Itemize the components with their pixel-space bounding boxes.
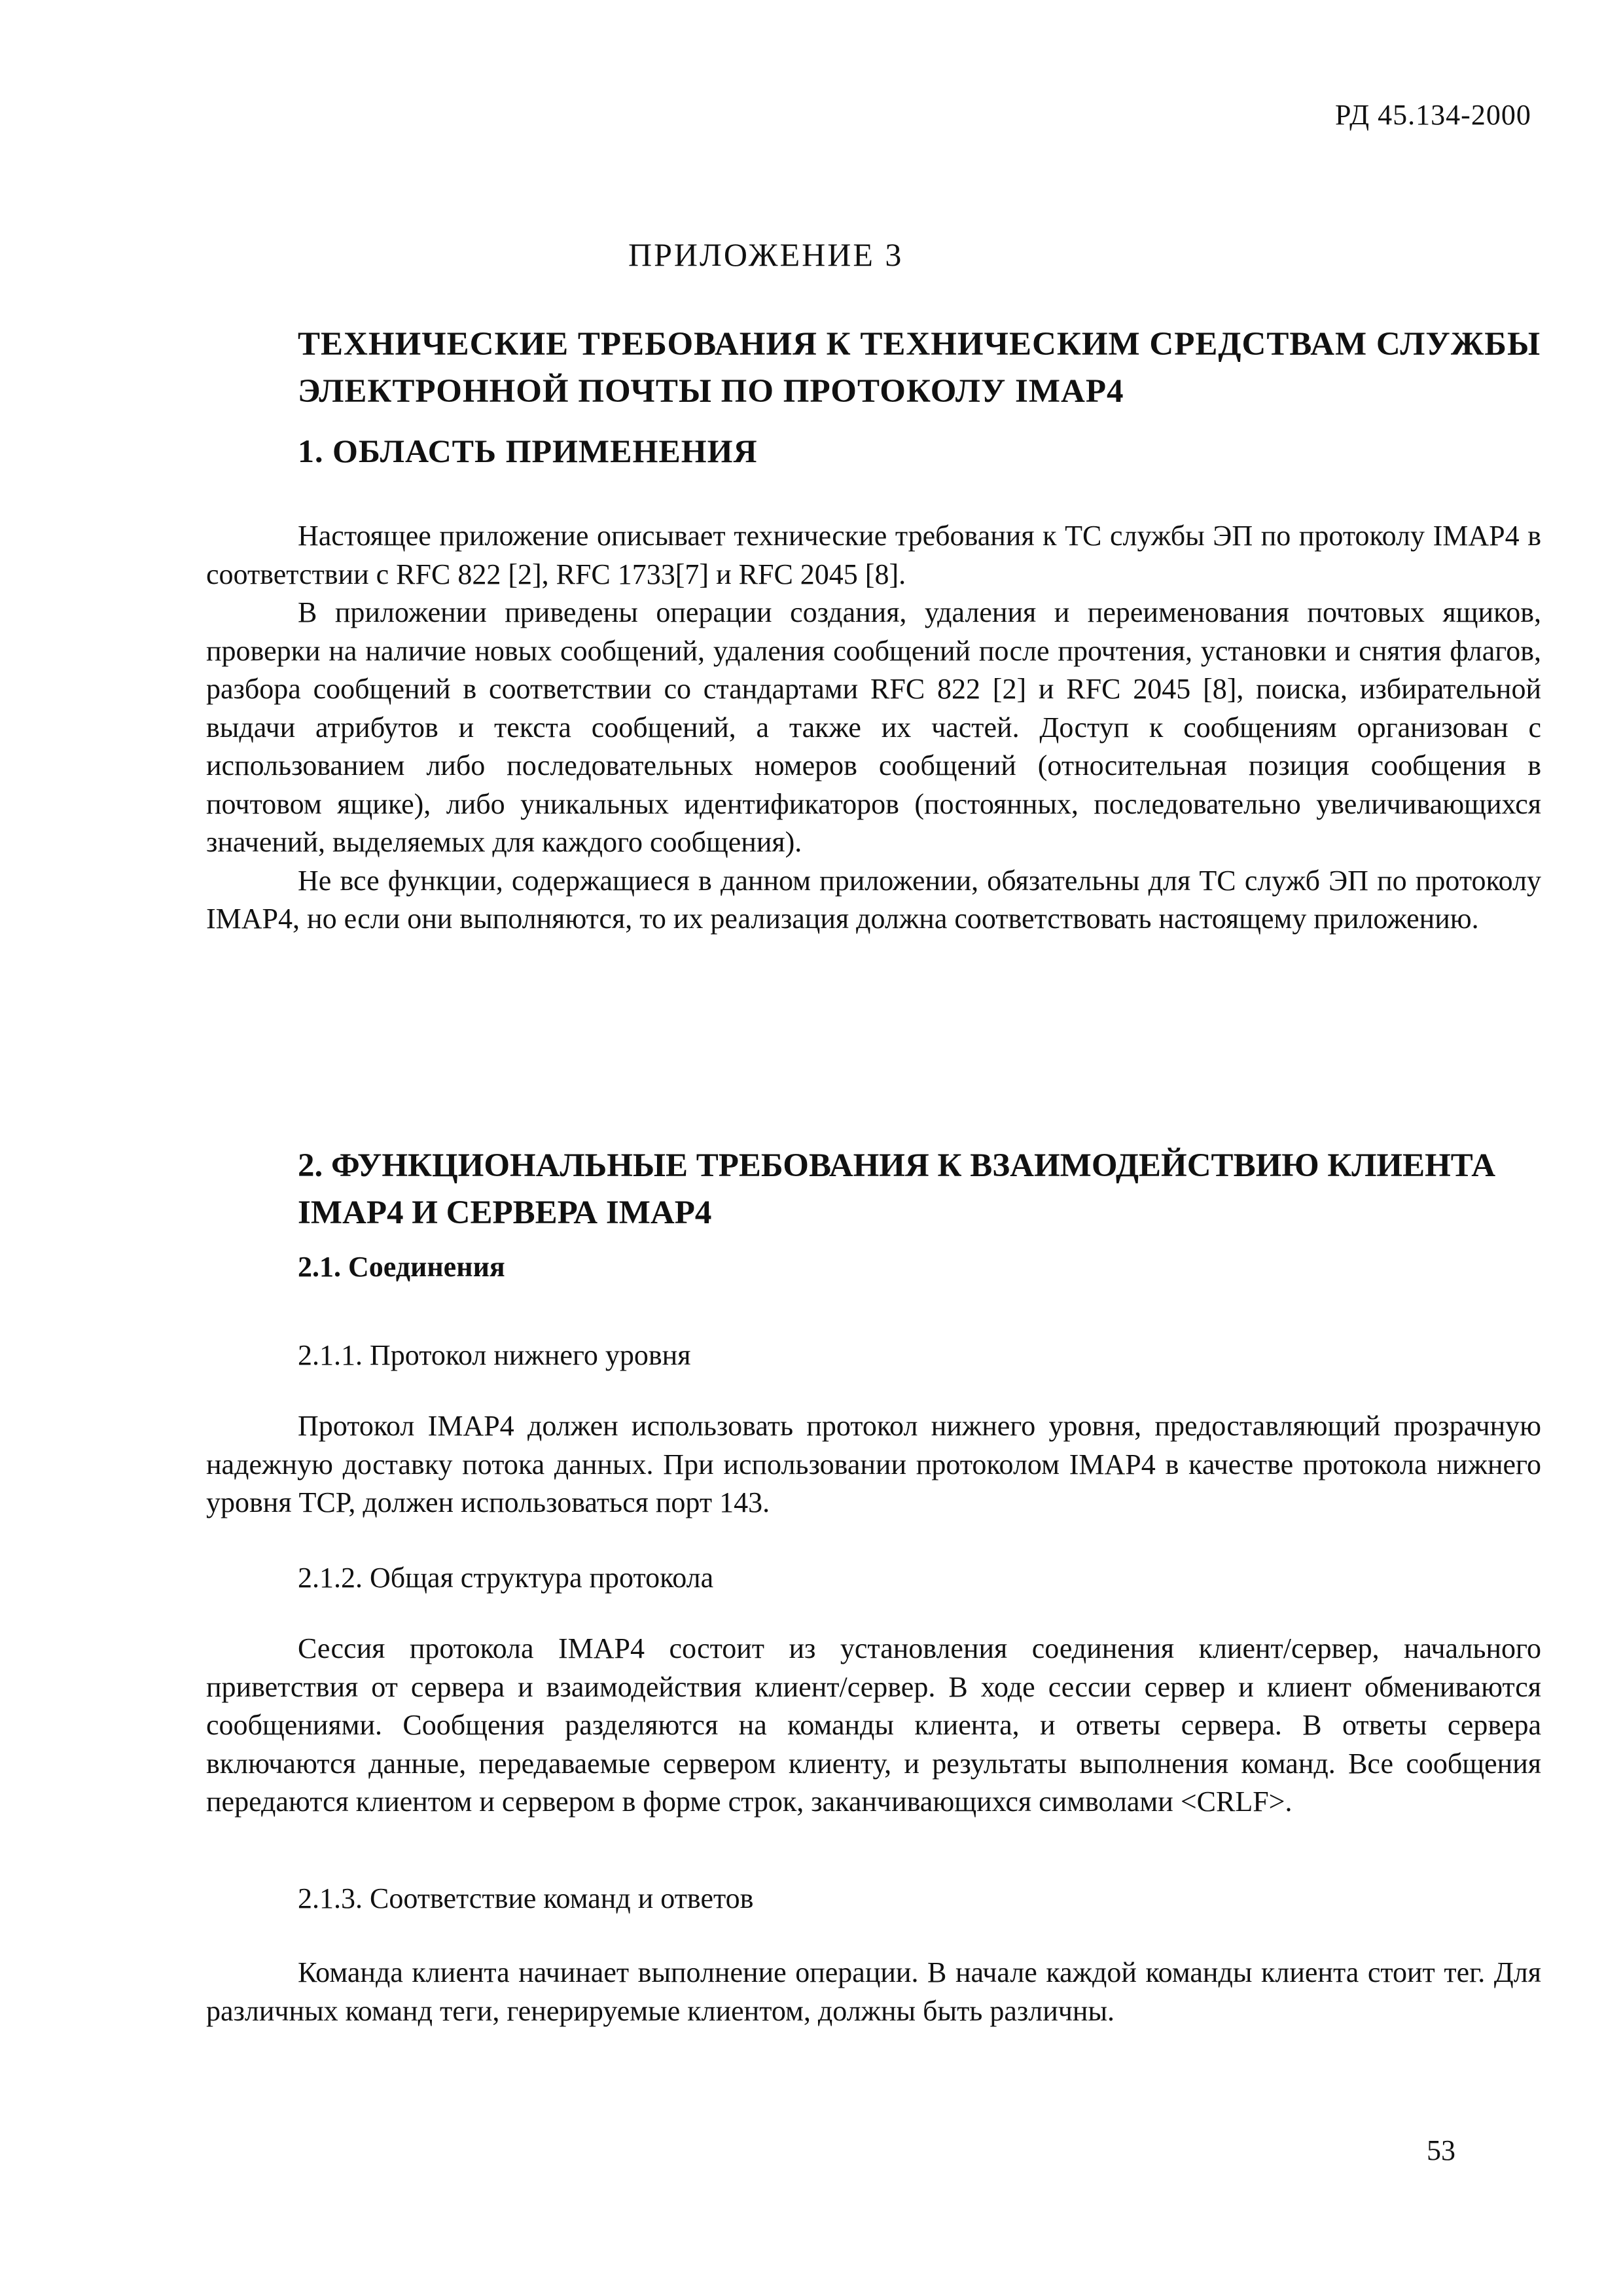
subsection-2-1-1-body: [206, 1407, 1541, 1522]
section-1-body: [206, 517, 1541, 939]
section-2-heading: 2. ФУНКЦИОНАЛЬНЫЕ ТРЕБОВАНИЯ К ВЗАИМОДЕЙСТВИЮ КЛИЕНТА IMAP4 И СЕРВЕРА IMAP4: [298, 1147, 1496, 1231]
page-number: 53: [1427, 2134, 1455, 2166]
section-1-heading: 1. ОБЛАСТЬ ПРИМЕНЕНИЯ: [298, 433, 758, 469]
document-code: РД 45.134-2000: [1335, 99, 1531, 131]
section-1-paragraph-3: Не все функции, содержащиеся в данном приложении, обязательны для ТС служб ЭП по протоколу IMAP4, но если они выполняются, то их реализация должна соответствовать настоящему приложению.: [206, 864, 1541, 935]
subsection-2-1-2-body: [206, 1630, 1541, 1821]
subsection-2-1-1-heading: 2.1.1. Протокол нижнего уровня: [298, 1339, 691, 1371]
section-1-paragraph-1: Настоящее приложение описывает технические требования к ТС службы ЭП по протоколу IMAP4 в соответствии с RFC 822 [2], RFC 1733[7] и RFC 2045 [8].: [206, 520, 1541, 590]
section-1-paragraph-2: В приложении приведены операции создания, удаления и переименования почтовых ящиков, проверки на наличие новых сообщений, удаления сообщений после прочтения, установки и снятия флагов, разбора сообщений в соответствии со стандартами RFC 822 [2] и RFC 2045 [8], поиска, избирательной выдачи атрибутов и текста сообщений, а также их частей. Доступ к сообщениям организован с использованием либо последовательных номеров сообщений (относительная позиция сообщения в почтовом ящике), либо уникальных идентификаторов (постоянных, последовательно увеличивающихся значений, выделяемых для каждого сообщения).: [206, 596, 1541, 858]
subsection-2-1-heading: 2.1. Соединения: [298, 1251, 505, 1283]
main-heading: ТЕХНИЧЕСКИЕ ТРЕБОВАНИЯ К ТЕХНИЧЕСКИМ СРЕДСТВАМ СЛУЖБЫ ЭЛЕКТРОННОЙ ПОЧТЫ ПО ПРОТОКОЛУ IMAP4: [298, 326, 1541, 410]
subsection-2-1-3-body: [206, 1954, 1541, 2030]
subsection-2-1-3-text: Команда клиента начинает выполнение операции. В начале каждой команды клиента стоит тег. Для различных команд теги, генерируемые клиентом, должны быть различны.: [206, 1956, 1541, 2027]
subsection-2-1-3-heading: 2.1.3. Соответствие команд и ответов: [298, 1882, 754, 1914]
subsection-2-1-2-heading: 2.1.2. Общая структура протокола: [298, 1562, 714, 1594]
subsection-2-1-1-text: Протокол IMAP4 должен использовать протокол нижнего уровня, предоставляющий прозрачную надежную доставку потока данных. При использовании протоколом IMAP4 в качестве протокола нижнего уровня TCP, должен использоваться порт 143.: [206, 1410, 1541, 1518]
subsection-2-1-2-text: Сессия протокола IMAP4 состоит из установления соединения клиент/сервер, начального приветствия от сервера и взаимодействия клиент/сервер. В ходе сессии сервер и клиент обмениваются сообщениями. Сообщения разделяются на команды клиента, и ответы сервера. В ответы сервера включаются данные, передаваемые сервером клиенту, и результаты выполнения команд. Все сообщения передаются клиентом и сервером в форме строк, заканчивающихся символами <CRLF>.: [206, 1632, 1541, 1818]
appendix-title: ПРИЛОЖЕНИЕ 3: [628, 236, 904, 273]
